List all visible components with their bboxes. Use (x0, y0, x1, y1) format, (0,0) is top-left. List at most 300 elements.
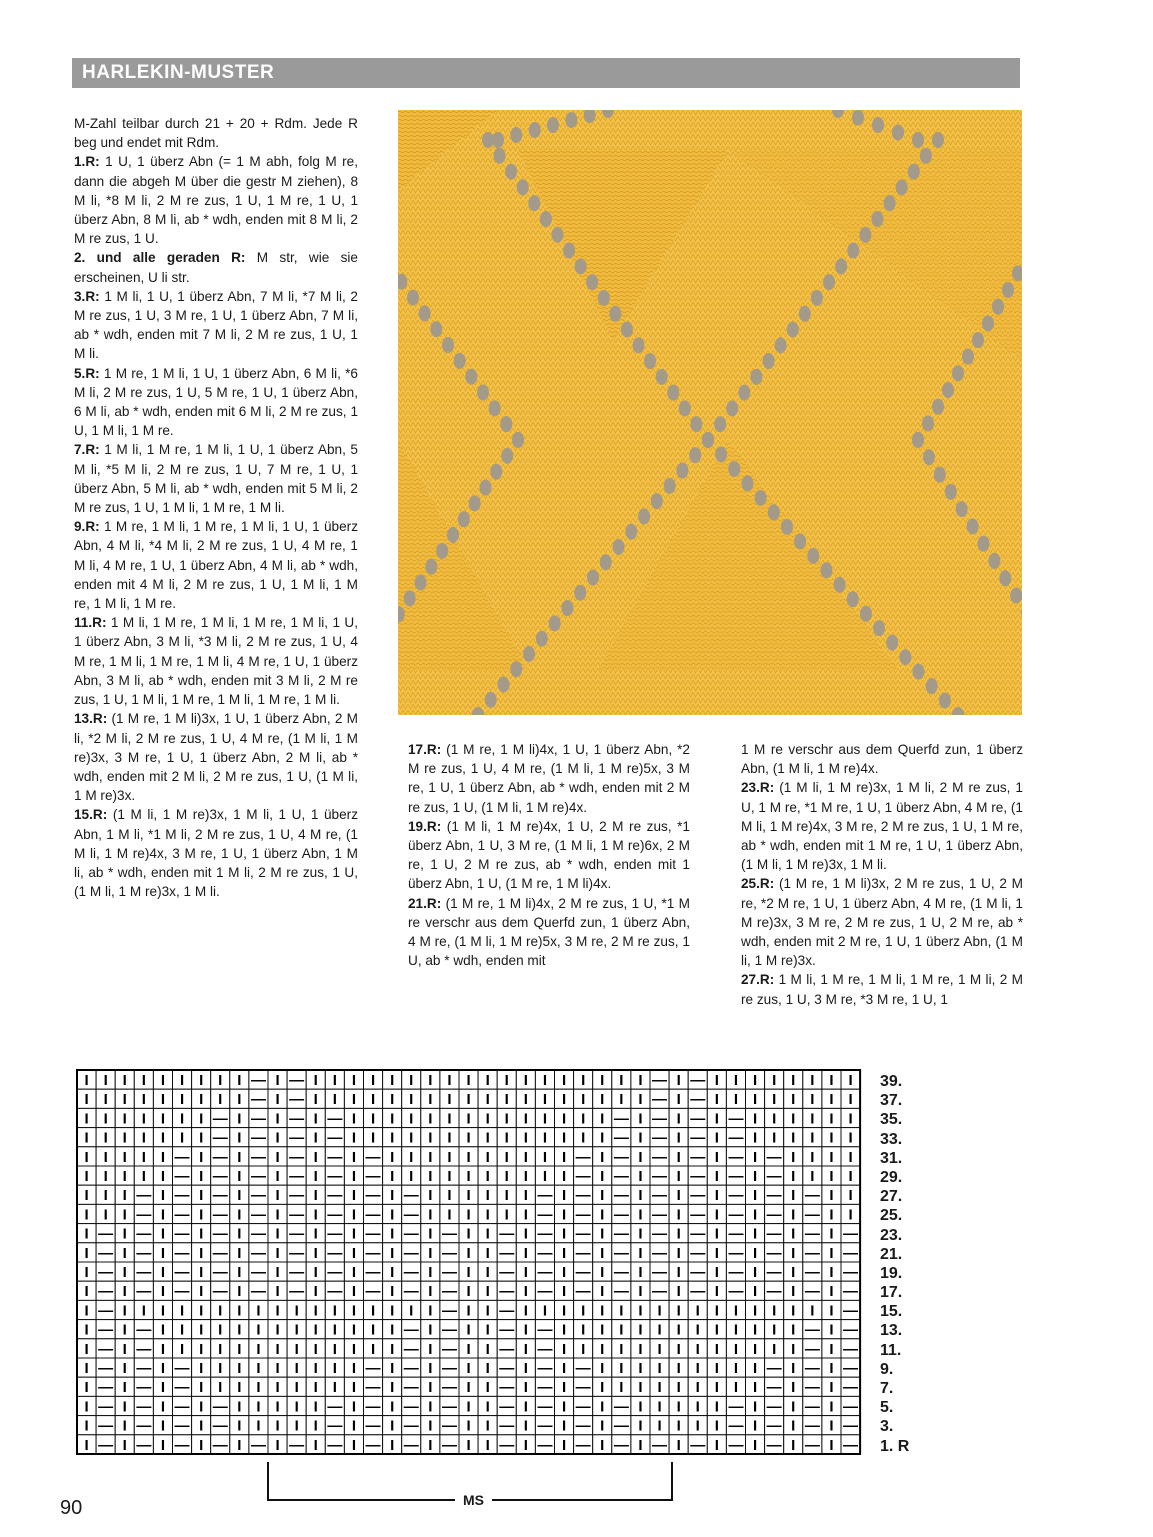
lace-hole (1002, 282, 1014, 298)
chart-symbol: I (160, 1244, 166, 1262)
lace-hole (912, 132, 924, 148)
chart-symbol: — (212, 1398, 228, 1416)
lace-hole (988, 553, 1000, 569)
row-number-label: 3. (880, 1418, 894, 1436)
chart-symbol: I (447, 1206, 452, 1224)
chart-symbol: I (294, 1340, 299, 1358)
chart-symbol: I (160, 1359, 166, 1377)
chart-symbol: — (613, 1283, 629, 1301)
knitting-chart (73, 1064, 873, 1460)
chart-symbol: I (676, 1263, 681, 1281)
lace-hole (807, 548, 819, 564)
lace-hole (425, 559, 437, 575)
chart-symbol: — (613, 1225, 629, 1243)
chart-symbol: I (237, 1359, 242, 1377)
lace-hole (886, 635, 898, 651)
lace-hole (415, 575, 427, 591)
chart-symbol: — (728, 1129, 744, 1147)
chart-symbol: — (250, 1071, 266, 1089)
row-heading: 5.R: (74, 365, 100, 381)
chart-symbol: I (772, 1321, 777, 1339)
row-number-label: 37. (880, 1092, 903, 1110)
chart-symbol: — (804, 1225, 820, 1243)
chart-symbol: I (657, 1340, 662, 1358)
row-heading: 11.R: (74, 615, 107, 631)
chart-symbol: — (174, 1359, 190, 1377)
chart-symbol: I (752, 1379, 758, 1397)
chart-symbol: — (250, 1225, 266, 1243)
chart-symbol: — (575, 1206, 591, 1224)
chart-symbol: I (466, 1091, 471, 1109)
chart-symbol: — (766, 1379, 782, 1397)
chart-symbol: — (136, 1340, 152, 1358)
chart-symbol: I (351, 1225, 357, 1243)
chart-symbol: I (466, 1206, 471, 1224)
chart-symbol: I (199, 1283, 204, 1301)
chart-symbol: I (638, 1359, 643, 1377)
chart-symbol: I (523, 1244, 528, 1262)
chart-symbol: I (160, 1379, 166, 1397)
instruction-paragraph (741, 740, 1023, 778)
chart-symbol: — (728, 1244, 744, 1262)
chart-symbol: I (409, 1167, 414, 1185)
row-number-label: 9. (880, 1360, 894, 1378)
chart-symbol: I (313, 1436, 318, 1454)
chart-symbol: I (848, 1148, 853, 1166)
chart-symbol: I (523, 1187, 528, 1205)
lace-hole (892, 125, 904, 141)
chart-symbol: I (523, 1340, 528, 1358)
chart-symbol: — (98, 1379, 114, 1397)
chart-symbol: I (561, 1071, 567, 1089)
row-heading: 13.R: (74, 711, 108, 727)
chart-symbol: I (810, 1091, 815, 1109)
chart-symbol: — (499, 1263, 515, 1281)
chart-symbol: I (370, 1340, 376, 1358)
chart-symbol: — (289, 1071, 305, 1089)
lace-hole (967, 518, 979, 534)
row-number-label: 21. (880, 1245, 903, 1263)
chart-symbol: I (638, 1110, 643, 1128)
chart-symbol: — (843, 1302, 859, 1320)
chart-symbol: I (848, 1206, 853, 1224)
lace-hole (913, 664, 925, 680)
chart-symbol: I (122, 1359, 127, 1377)
lace-hole (676, 463, 688, 479)
chart-symbol: — (289, 1283, 305, 1301)
lace-hole (690, 416, 702, 432)
chart-symbol: I (179, 1321, 185, 1339)
chart-symbol: — (327, 1206, 343, 1224)
chart-symbol: I (714, 1436, 719, 1454)
chart-symbol: I (504, 1187, 509, 1205)
lace-hole (932, 399, 944, 415)
chart-symbol: — (804, 1340, 820, 1358)
chart-symbol: I (84, 1244, 89, 1262)
lace-hole (587, 570, 599, 586)
chart-symbol: I (638, 1340, 643, 1358)
chart-symbol: — (537, 1417, 553, 1435)
instructions-right-column (741, 740, 1023, 1009)
chart-symbol: I (561, 1321, 567, 1339)
chart-symbol: I (160, 1263, 166, 1281)
chart-symbol: — (365, 1263, 381, 1281)
chart-symbol: I (275, 1398, 280, 1416)
chart-symbol: — (575, 1244, 591, 1262)
chart-symbol: I (638, 1071, 643, 1089)
chart-symbol: — (575, 1263, 591, 1281)
chart-symbol: — (804, 1244, 820, 1262)
chart-symbol: — (613, 1244, 629, 1262)
chart-symbol: I (600, 1244, 605, 1262)
chart-symbol: — (728, 1417, 744, 1435)
chart-symbol: — (403, 1359, 419, 1377)
row-heading: 17.R: (408, 742, 442, 757)
chart-symbol: I (84, 1129, 89, 1147)
chart-symbol: I (409, 1110, 414, 1128)
chart-symbol: I (504, 1129, 509, 1147)
chart-symbol: I (409, 1091, 414, 1109)
chart-symbol: — (843, 1379, 859, 1397)
lace-hole (884, 195, 896, 211)
chart-symbol: I (370, 1302, 376, 1320)
lace-hole (536, 631, 548, 647)
chart-symbol: I (313, 1206, 318, 1224)
chart-symbol: I (523, 1302, 528, 1320)
chart-symbol: I (714, 1110, 719, 1128)
chart-symbol: I (752, 1148, 758, 1166)
chart-symbol: I (714, 1167, 719, 1185)
chart-symbol: — (403, 1379, 419, 1397)
chart-symbol: I (351, 1359, 357, 1377)
lace-hole (726, 400, 738, 416)
chart-symbol: I (122, 1167, 127, 1185)
chart-symbol: I (485, 1263, 490, 1281)
chart-symbol: I (638, 1187, 643, 1205)
instruction-paragraph (741, 970, 1023, 1008)
chart-symbol: — (327, 1398, 343, 1416)
chart-symbol: I (542, 1110, 548, 1128)
lace-hole (407, 290, 419, 306)
chart-symbol: I (390, 1398, 395, 1416)
chart-symbol: I (122, 1321, 127, 1339)
chart-symbol: — (766, 1359, 782, 1377)
instruction-text: 1 M li, 1 M re, 1 M li, 1 M re, 1 M li, 2 M re zus, 1 U, 3 M re, *3 M re, 1 U, 1 (741, 972, 1023, 1007)
chart-symbol: — (212, 1187, 228, 1205)
chart-symbol: I (84, 1283, 89, 1301)
row-number-label: 17. (880, 1284, 903, 1302)
chart-symbol: I (179, 1110, 185, 1128)
chart-symbol: I (600, 1110, 605, 1128)
chart-symbol: — (652, 1436, 668, 1454)
chart-symbol: I (523, 1321, 528, 1339)
chart-symbol: I (848, 1129, 853, 1147)
chart-symbol: I (791, 1206, 796, 1224)
chart-symbol: — (289, 1263, 305, 1281)
chart-symbol: I (141, 1167, 146, 1185)
chart-symbol: I (733, 1379, 739, 1397)
chart-symbol: — (690, 1110, 706, 1128)
lace-hole (529, 122, 541, 138)
chart-symbol: I (714, 1071, 719, 1089)
instruction-text: (1 M re, 1 M li)4x, 2 M re zus, 1 U, *1 M re verschr aus dem Querfd zun, 1 überz Abn, 4 M re, (1 M li, 1 M re)5x, 3 M re, 2 M re zus, 1 U, ab * wdh, enden mit (408, 895, 690, 969)
chart-symbol: I (275, 1225, 280, 1243)
chart-symbol: — (804, 1359, 820, 1377)
chart-symbol: — (728, 1206, 744, 1224)
chart-symbol: I (218, 1091, 223, 1109)
chart-symbol: I (332, 1379, 337, 1397)
chart-symbol: I (485, 1129, 490, 1147)
chart-symbol: I (485, 1283, 490, 1301)
chart-symbol: I (103, 1129, 108, 1147)
chart-symbol: I (447, 1167, 452, 1185)
chart-symbol: — (403, 1417, 419, 1435)
chart-symbol: — (728, 1263, 744, 1281)
chart-symbol: I (351, 1340, 357, 1358)
lace-hole (871, 211, 883, 227)
lace-hole (899, 649, 911, 665)
chart-symbol: I (791, 1148, 796, 1166)
chart-symbol: I (313, 1129, 318, 1147)
chart-symbol: I (829, 1263, 834, 1281)
chart-symbol: I (600, 1071, 605, 1089)
chart-symbol: — (98, 1225, 114, 1243)
chart-symbol: — (690, 1436, 706, 1454)
chart-symbol: — (250, 1263, 266, 1281)
instruction-text: (1 M re, 1 M li)3x, 1 U, 1 überz Abn, 2 M li, *2 M li, 2 M re zus, 1 U, 4 M re, (1 M li, 1 M re)3x, 3 M re, 1 U, 1 überz Abn, 2 M li, ab * wdh, enden mit 2 M li, 2 M re zus, 1 U, (1 M li, 1 M re)3x. (74, 711, 358, 804)
chart-symbol: I (84, 1321, 89, 1339)
chart-symbol: I (103, 1110, 108, 1128)
chart-symbol: — (843, 1417, 859, 1435)
chart-symbol: — (365, 1244, 381, 1262)
lace-hole (480, 480, 492, 496)
chart-symbol: I (752, 1129, 758, 1147)
chart-symbol: I (351, 1283, 357, 1301)
chart-symbol: I (199, 1129, 204, 1147)
chart-symbol: — (403, 1436, 419, 1454)
chart-symbol: I (542, 1148, 548, 1166)
chart-symbol: I (791, 1283, 796, 1301)
chart-symbol: I (275, 1417, 280, 1435)
chart-symbol: I (485, 1225, 490, 1243)
chart-symbol: I (428, 1321, 433, 1339)
lace-hole (651, 493, 663, 509)
row-heading: 2. und alle geraden R: (74, 250, 246, 266)
lace-hole (512, 432, 524, 448)
chart-symbol: — (289, 1436, 305, 1454)
chart-symbol: — (766, 1187, 782, 1205)
chart-symbol: — (537, 1436, 553, 1454)
chart-symbol: I (313, 1071, 318, 1089)
chart-symbol: — (537, 1283, 553, 1301)
chart-symbol: I (428, 1263, 433, 1281)
chart-symbol: — (441, 1359, 457, 1377)
chart-symbol: I (351, 1302, 357, 1320)
chart-symbol: — (98, 1436, 114, 1454)
chart-symbol: I (218, 1071, 223, 1089)
chart-symbol: I (638, 1436, 643, 1454)
lace-hole (908, 164, 920, 180)
chart-symbol: I (714, 1129, 719, 1147)
chart-symbol: I (561, 1398, 567, 1416)
chart-symbol: — (98, 1263, 114, 1281)
chart-symbol: I (237, 1206, 242, 1224)
chart-symbol: I (370, 1321, 376, 1339)
chart-symbol: I (829, 1436, 834, 1454)
chart-symbol: I (237, 1167, 242, 1185)
chart-symbol: — (652, 1283, 668, 1301)
chart-symbol: I (714, 1398, 719, 1416)
chart-symbol: — (403, 1398, 419, 1416)
chart-symbol: I (256, 1302, 261, 1320)
chart-symbol: — (652, 1071, 668, 1089)
chart-symbol: — (98, 1417, 114, 1435)
chart-symbol: I (581, 1340, 586, 1358)
chart-symbol: — (327, 1283, 343, 1301)
chart-symbol: I (676, 1359, 681, 1377)
chart-symbol: I (84, 1167, 89, 1185)
chart-symbol: I (676, 1206, 681, 1224)
chart-symbol: I (561, 1091, 567, 1109)
lace-hole (852, 110, 864, 126)
chart-symbol: — (289, 1187, 305, 1205)
chart-symbol: I (466, 1225, 471, 1243)
chart-symbol: I (199, 1167, 204, 1185)
chart-symbol: I (752, 1206, 758, 1224)
chart-symbol: I (199, 1206, 204, 1224)
chart-symbol: — (804, 1321, 820, 1339)
chart-symbol: — (575, 1187, 591, 1205)
chart-symbol: I (275, 1110, 280, 1128)
chart-symbol: I (447, 1071, 452, 1089)
lace-hole (679, 400, 691, 416)
chart-symbol: I (390, 1340, 395, 1358)
chart-symbol: I (600, 1263, 605, 1281)
chart-symbol: I (199, 1359, 204, 1377)
chart-symbol: I (810, 1148, 815, 1166)
chart-symbol: — (537, 1187, 553, 1205)
chart-symbol: I (275, 1206, 280, 1224)
chart-symbol: — (690, 1225, 706, 1243)
chart-symbol: — (365, 1379, 381, 1397)
instruction-text: 1 M li, 1 M re, 1 M li, 1 M re, 1 M li, 1 U, 1 überz Abn, 3 M li, *3 M li, 2 M re zus, 1 U, 4 M re, 1 M li, 1 M re, 1 M li, 4 M re, 1 U, 1 überz Abn, 3 M li, ab * wdh, enden mit 3 M li, 2 M re zus, 1 U, 1 M li, 1 M re, 1 M li, 1 M re, 1 M li. (74, 615, 358, 708)
chart-symbol: — (441, 1398, 457, 1416)
lace-hole (598, 290, 610, 306)
chart-symbol: — (212, 1436, 228, 1454)
chart-symbol: — (403, 1187, 419, 1205)
instruction-text: 1 M re verschr aus dem Querfd zun, 1 überz Abn, (1 M li, 1 M re)4x. (741, 742, 1023, 777)
chart-symbol: — (613, 1263, 629, 1281)
chart-symbol: I (561, 1206, 567, 1224)
chart-symbol: I (390, 1417, 395, 1435)
chart-symbol: I (466, 1148, 471, 1166)
chart-symbol: I (428, 1417, 433, 1435)
chart-symbol: I (275, 1302, 280, 1320)
chart-symbol: I (84, 1071, 89, 1089)
chart-symbol: I (351, 1148, 357, 1166)
instruction-text: (1 M li, 1 M re)4x, 1 U, 2 M re zus, *1 überz Abn, 1 U, 3 M re, (1 M li, 1 M re)6x, 2 M re, 1 U, 2 M re zus, ab * wdh, enden mit 1 überz Abn, 1 U, (1 M re, 1 M li)4x. (408, 818, 690, 892)
chart-symbol: I (600, 1379, 605, 1397)
chart-symbol: I (466, 1283, 471, 1301)
instructions-middle-column (408, 740, 690, 970)
chart-symbol: — (174, 1263, 190, 1281)
chart-symbol: I (752, 1417, 758, 1435)
chart-symbol: — (652, 1244, 668, 1262)
chart-symbol: I (791, 1187, 796, 1205)
chart-symbol: I (561, 1359, 567, 1377)
lace-hole (517, 179, 529, 195)
chart-symbol: I (561, 1340, 567, 1358)
chart-symbol: I (848, 1091, 853, 1109)
chart-symbol: — (403, 1225, 419, 1243)
chart-symbol: I (313, 1225, 318, 1243)
chart-symbol: — (537, 1225, 553, 1243)
instruction-paragraph (74, 709, 358, 805)
chart-symbol: — (690, 1187, 706, 1205)
chart-symbol: I (466, 1110, 471, 1128)
chart-symbol: I (256, 1359, 261, 1377)
chart-symbol: I (428, 1129, 433, 1147)
chart-symbol: I (122, 1071, 127, 1089)
chart-symbol: I (428, 1244, 433, 1262)
chart-symbol: I (676, 1071, 681, 1089)
chart-symbol: I (523, 1071, 528, 1089)
chart-symbol: I (447, 1110, 452, 1128)
chart-symbol: — (499, 1436, 515, 1454)
chart-symbol: — (537, 1359, 553, 1377)
chart-symbol: I (600, 1283, 605, 1301)
chart-symbol: I (237, 1244, 242, 1262)
chart-symbol: — (136, 1263, 152, 1281)
chart-symbol: I (141, 1148, 146, 1166)
chart-symbol: I (351, 1206, 357, 1224)
chart-symbol: — (441, 1302, 457, 1320)
chart-symbol: — (136, 1321, 152, 1339)
chart-symbol: I (351, 1187, 357, 1205)
chart-symbol: I (351, 1167, 357, 1185)
lace-hole (490, 464, 502, 480)
chart-symbol: I (218, 1321, 223, 1339)
chart-symbol: I (294, 1379, 299, 1397)
chart-symbol: I (733, 1359, 739, 1377)
chart-symbol: I (313, 1110, 318, 1128)
lace-hole (999, 570, 1011, 586)
chart-symbol: I (466, 1321, 471, 1339)
chart-symbol: I (829, 1359, 834, 1377)
chart-symbol: I (714, 1244, 719, 1262)
chart-symbol: I (600, 1225, 605, 1243)
chart-symbol: — (804, 1187, 820, 1205)
chart-symbol: — (327, 1225, 343, 1243)
chart-symbol: I (791, 1321, 796, 1339)
chart-symbol: I (791, 1225, 796, 1243)
chart-symbol: I (313, 1417, 318, 1435)
chart-symbol: I (237, 1263, 242, 1281)
chart-symbol: I (141, 1071, 146, 1089)
chart-symbol: — (136, 1359, 152, 1377)
lace-hole (956, 501, 968, 517)
chart-symbol: I (542, 1302, 548, 1320)
chart-symbol: I (638, 1283, 643, 1301)
chart-symbol: I (848, 1187, 853, 1205)
knitting-chart-grid (73, 1064, 873, 1460)
chart-symbol: I (160, 1283, 166, 1301)
chart-symbol: I (160, 1436, 166, 1454)
lace-hole (575, 258, 587, 274)
chart-symbol: I (256, 1340, 261, 1358)
chart-symbol: I (313, 1091, 318, 1109)
chart-symbol: — (441, 1321, 457, 1339)
